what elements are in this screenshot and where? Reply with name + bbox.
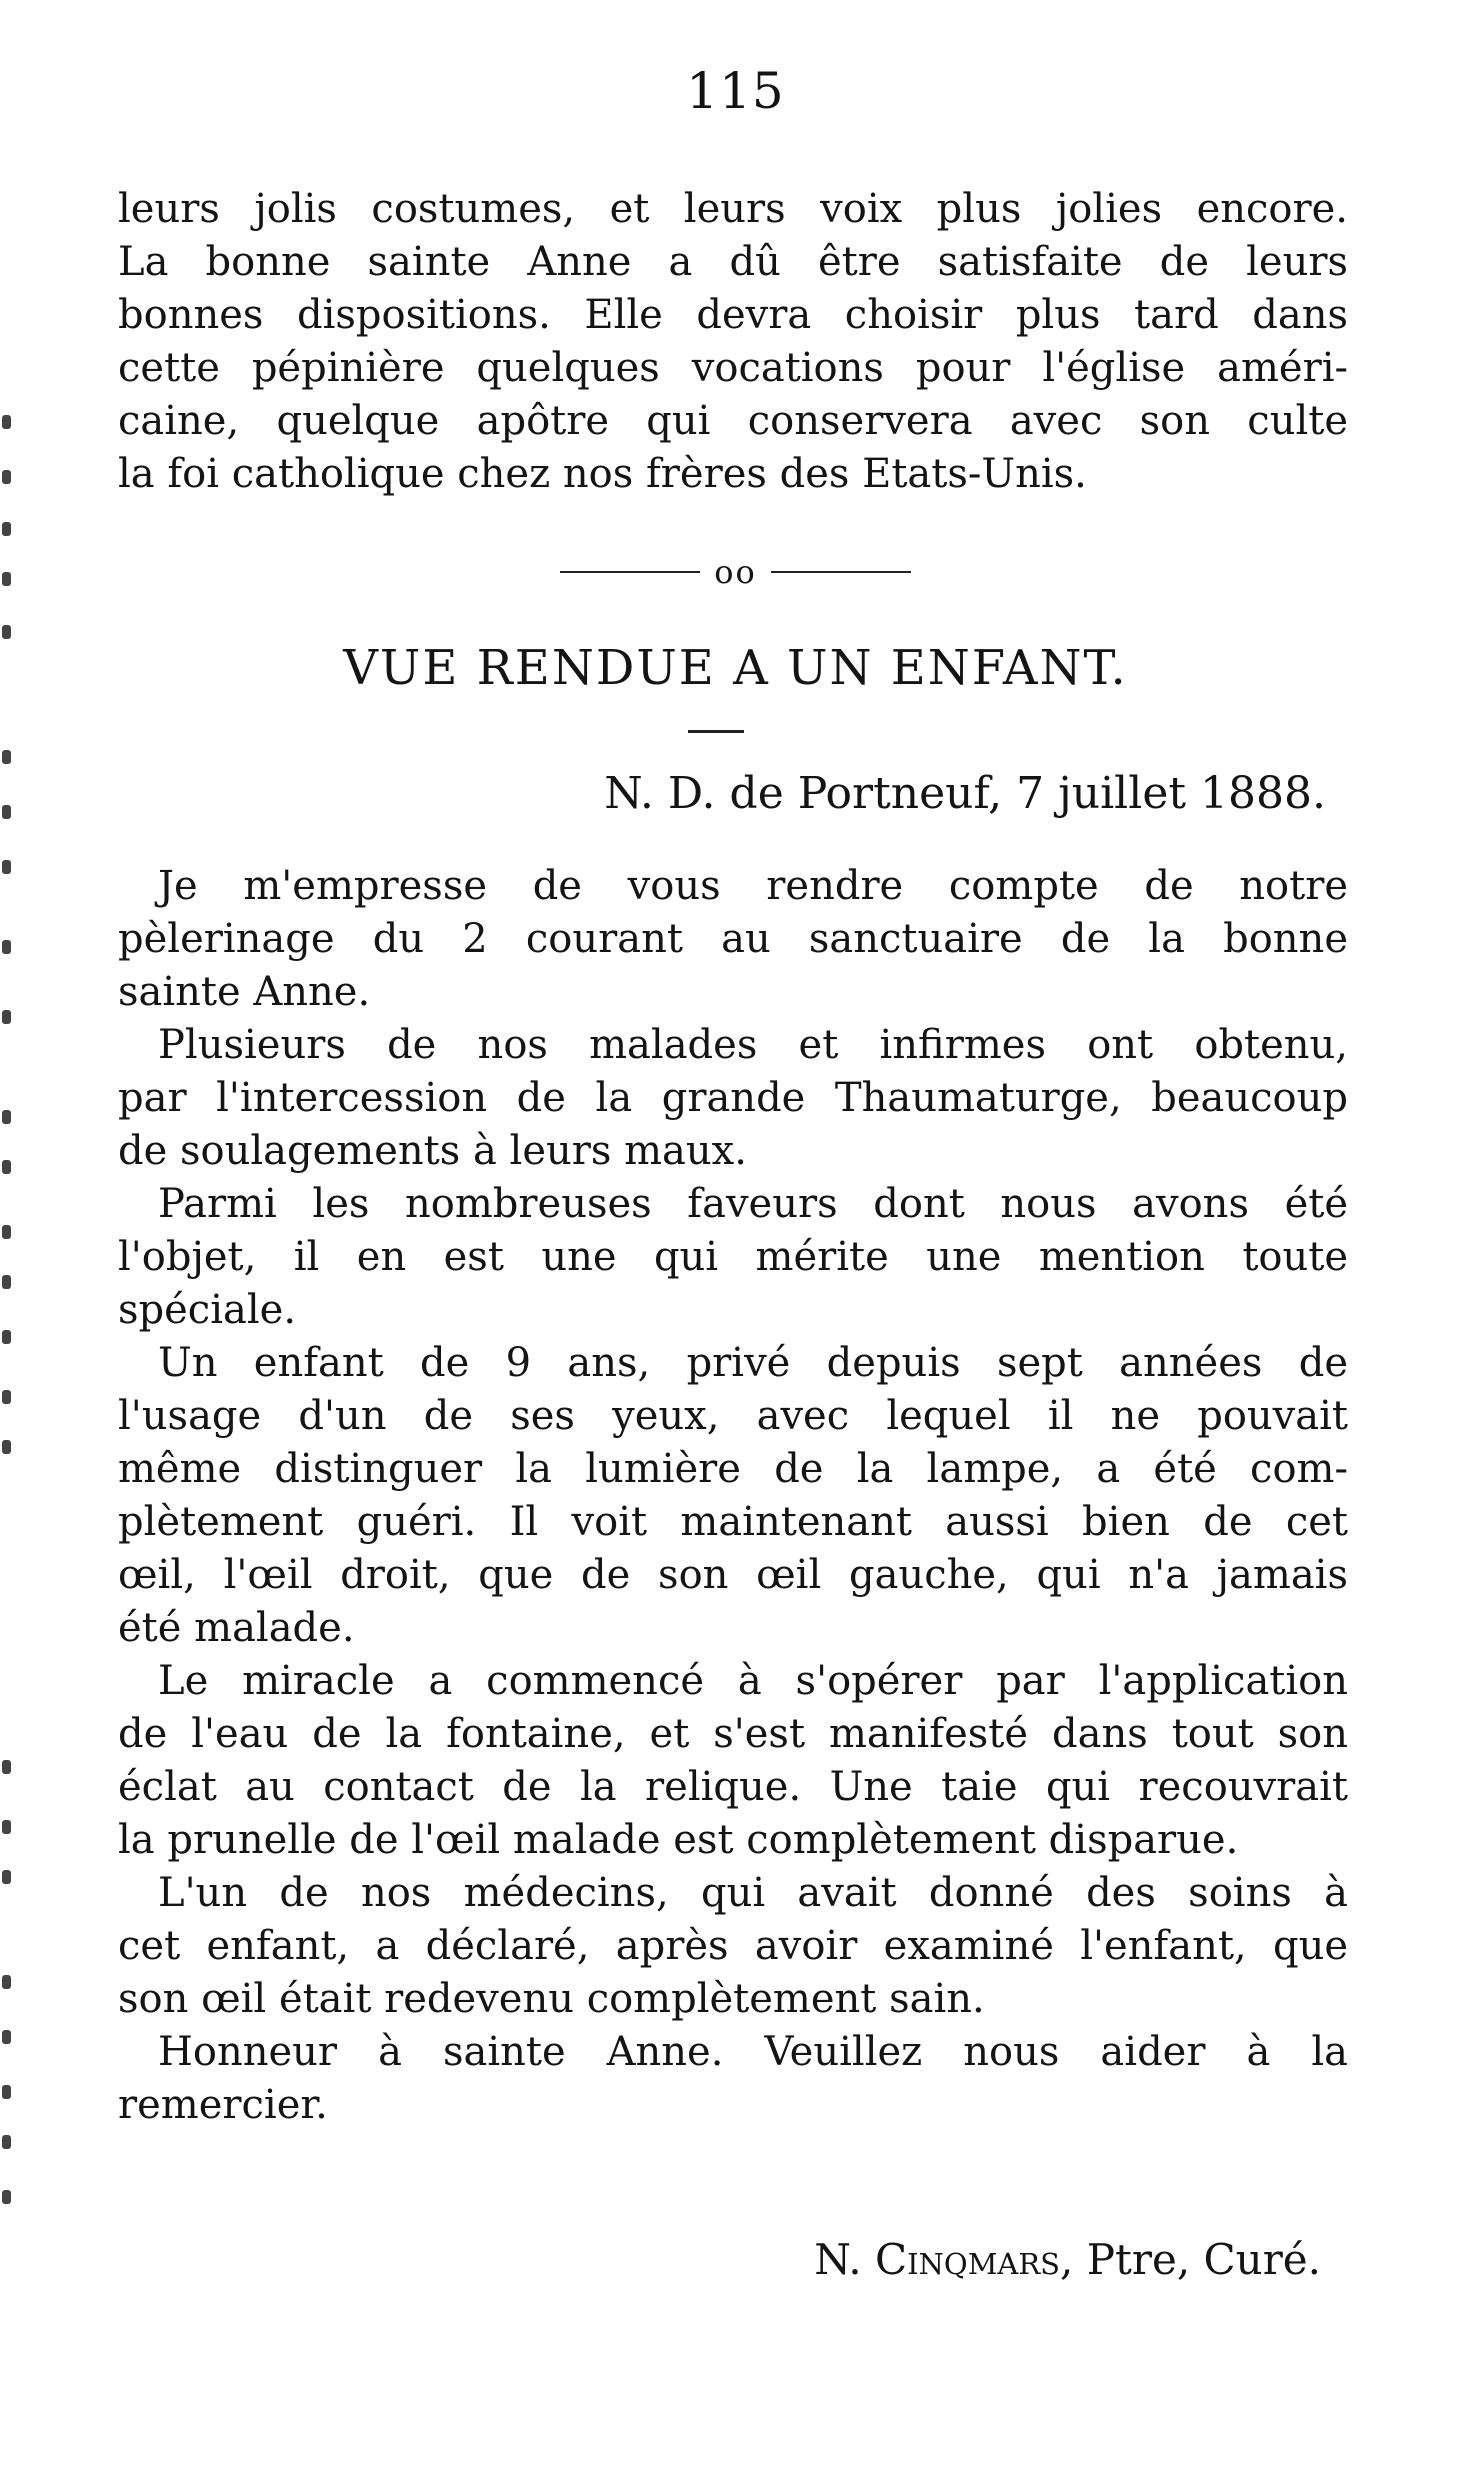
- text-line: éclat au contact de la relique. Une taie qui recouvrait: [118, 1764, 1348, 1810]
- text-line: son œil était redevenu complètement sain.: [118, 1976, 985, 2022]
- text-line: de l'eau de la fontaine, et s'est manifesté dans tout son: [118, 1711, 1348, 1757]
- margin-mark: [2, 1820, 11, 1834]
- text-line: l'usage d'un de ses yeux, avec lequel il ne pouvait: [118, 1393, 1348, 1439]
- margin-mark: [2, 1440, 11, 1454]
- margin-mark: [2, 470, 11, 484]
- heading-dash: [688, 730, 744, 733]
- signature-initial: N.: [814, 2235, 875, 2284]
- margin-mark: [2, 1760, 11, 1774]
- text-line: cet enfant, a déclaré, après avoir examiné l'enfant, que: [118, 1923, 1348, 1969]
- text-line: bonnes dispositions. Elle devra choisir plus tard dans: [118, 292, 1348, 338]
- text-line: l'objet, il en est une qui mérite une mention toute: [118, 1234, 1348, 1280]
- text-line: de soulagements à leurs maux.: [118, 1128, 747, 1174]
- signature-titles: , Ptre, Curé.: [1060, 2235, 1321, 2284]
- signature-surname: Cinqmars: [874, 2235, 1061, 2284]
- text-line: même distinguer la lumière de la lampe, a été com-: [118, 1446, 1348, 1492]
- margin-mark: [2, 415, 11, 429]
- text-line: pèlerinage du 2 courant au sanctuaire de la bonne: [118, 916, 1348, 962]
- text-line: Le miracle a commencé à s'opérer par l'application: [158, 1658, 1348, 1704]
- margin-mark: [2, 860, 11, 874]
- margin-mark: [2, 1160, 11, 1174]
- section-divider: [0, 550, 1471, 591]
- dateline: N. D. de Portneuf, 7 juillet 1888.: [604, 768, 1326, 819]
- text-line: remercier.: [118, 2082, 328, 2128]
- margin-mark: [2, 1110, 11, 1124]
- divider-rule: [560, 571, 700, 573]
- intro-paragraph: [118, 183, 1348, 501]
- text-line: plètement guéri. Il voit maintenant aussi bien de cet: [118, 1499, 1348, 1545]
- margin-mark: [2, 625, 11, 639]
- margin-mark: [2, 1225, 11, 1239]
- text-line: leurs jolis costumes, et leurs voix plus jolies encore.: [118, 186, 1348, 232]
- margin-mark: [2, 1870, 11, 1884]
- margin-mark: [2, 2085, 11, 2099]
- margin-mark: [2, 940, 11, 954]
- text-line: La bonne sainte Anne a dû être satisfaite de leurs: [118, 239, 1348, 285]
- text-line: Parmi les nombreuses faveurs dont nous avons été: [158, 1181, 1348, 1227]
- divider-ornament: oo: [714, 552, 757, 591]
- margin-mark: [2, 1390, 11, 1404]
- text-line: Honneur à sainte Anne. Veuillez nous aider à la: [158, 2029, 1348, 2075]
- text-line: caine, quelque apôtre qui conservera avec son culte: [118, 398, 1348, 444]
- margin-mark: [2, 1975, 11, 1989]
- margin-mark: [2, 1275, 11, 1289]
- text-line: la foi catholique chez nos frères des Etats-Unis.: [118, 451, 1087, 497]
- left-margin-bleedthrough: [0, 0, 20, 2465]
- text-line: sainte Anne.: [118, 969, 371, 1015]
- text-line: œil, l'œil droit, que de son œil gauche, qui n'a jamais: [118, 1552, 1348, 1598]
- margin-mark: [2, 2135, 11, 2149]
- letter-body: [118, 860, 1348, 2132]
- text-line: Un enfant de 9 ans, privé depuis sept années de: [158, 1340, 1348, 1386]
- text-line: été malade.: [118, 1605, 355, 1651]
- page-number: 115: [686, 62, 785, 120]
- text-line: Je m'empresse de vous rendre compte de notre: [158, 863, 1348, 909]
- text-line: Plusieurs de nos malades et infirmes ont obtenu,: [158, 1022, 1348, 1068]
- text-line: cette pépinière quelques vocations pour l'église améri-: [118, 345, 1348, 391]
- text-line: L'un de nos médecins, qui avait donné des soins à: [158, 1870, 1348, 1916]
- margin-mark: [2, 750, 11, 764]
- section-title: VUE RENDUE A UN ENFANT.: [343, 640, 1128, 696]
- text-line: la prunelle de l'œil malade est complètement disparue.: [118, 1817, 1239, 1863]
- margin-mark: [2, 1010, 11, 1024]
- margin-mark: [2, 2190, 11, 2204]
- margin-mark: [2, 805, 11, 819]
- divider-rule: [771, 571, 911, 573]
- margin-mark: [2, 522, 11, 536]
- text-line: spéciale.: [118, 1287, 297, 1333]
- text-line: par l'intercession de la grande Thaumaturge, beaucoup: [118, 1075, 1348, 1121]
- margin-mark: [2, 2030, 11, 2044]
- signature: [814, 2235, 1321, 2284]
- margin-mark: [2, 1330, 11, 1344]
